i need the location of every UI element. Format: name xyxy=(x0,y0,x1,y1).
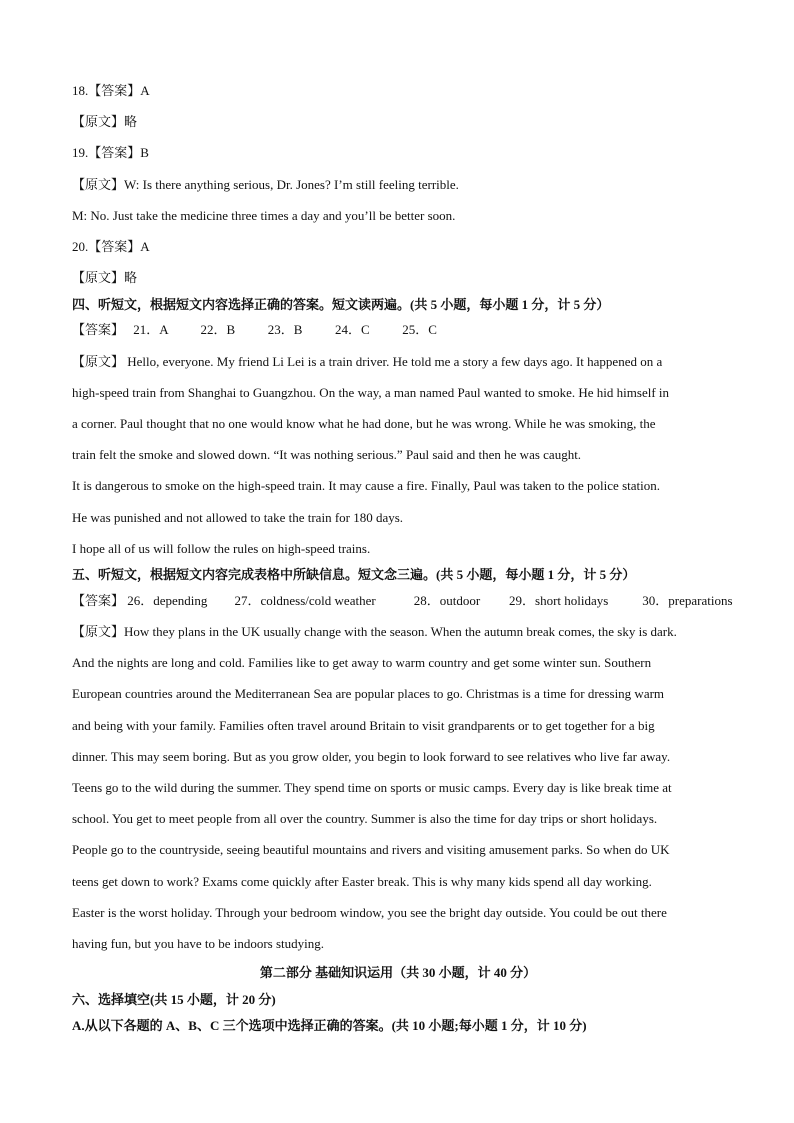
section5-line: And the nights are long and cold. Families like to get away to warm country and get some winter sun. Southern xyxy=(72,655,652,670)
section4-line: 【原文】 Hello, everyone. My friend Li Lei is a train driver. He told me a story a few days ago. It happened on a xyxy=(72,354,663,369)
answer-27: 27．coldness/cold weather xyxy=(234,593,376,608)
q19-original-m: M: No. Just take the medicine three times a day and you’ll be better soon. xyxy=(72,208,456,223)
section4-line: I hope all of us will follow the rules on high-speed trains. xyxy=(72,541,371,556)
section4-answers xyxy=(72,322,437,338)
answer-26: 26．depending xyxy=(127,593,208,608)
section5-answers xyxy=(72,593,733,609)
section5-line: teens get down to work? Exams come quickly after Easter break. This is why many kids spend all day working. xyxy=(72,874,652,889)
section4-line: high-speed train from Shanghai to Guangzhou. On the way, a man named Paul wanted to smoke. He hid himself in xyxy=(72,385,670,400)
section6-heading: 六、选择填空(共 15 小题，计 20 分) xyxy=(72,992,276,1007)
q18-original: 【原文】略 xyxy=(72,114,138,129)
answer-23: 23．B xyxy=(267,322,303,337)
section5-line: Easter is the worst holiday. Through your bedroom window, you see the bright day outside. You could be out there xyxy=(72,905,667,920)
answer-29: 29．short holidays xyxy=(509,593,609,608)
section5-line: having fun, but you have to be indoors studying. xyxy=(72,936,325,951)
answer-28: 28．outdoor xyxy=(413,593,481,608)
answer-24: 24．C xyxy=(335,322,370,337)
q20-answer: 20.【答案】A xyxy=(72,239,150,254)
section4-answer-label: 【答案】 xyxy=(72,322,125,337)
answer-22: 22．B xyxy=(200,322,236,337)
section5-line: People go to the countryside, seeing beautiful mountains and rivers and visiting amusement parks. So when do UK xyxy=(72,842,670,857)
section5-line: European countries around the Mediterranean Sea are popular places to go. Christmas is a time for dressing warm xyxy=(72,686,665,701)
section4-line: He was punished and not allowed to take the train for 180 days. xyxy=(72,510,404,525)
answer-30: 30．preparations xyxy=(642,593,733,608)
q19-original-w: 【原文】W: Is there anything serious, Dr. Jones? I’m still feeling terrible. xyxy=(72,177,459,192)
section5-line: Teens go to the wild during the summer. They spend time on sports or music camps. Every day is like break time at xyxy=(72,780,672,795)
section5-line: school. You get to meet people from all over the country. Summer is also the time for day trips or short holidays. xyxy=(72,811,658,826)
q19-answer: 19.【答案】B xyxy=(72,145,149,160)
section4-line: It is dangerous to smoke on the high-speed train. It may cause a fire. Finally, Paul was taken to the police station. xyxy=(72,478,660,493)
q18-answer: 18.【答案】A xyxy=(72,83,150,98)
section4-heading: 四、听短文，根据短文内容选择正确的答案。短文读两遍。(共 5 小题，每小题 1 分，计 5 分） xyxy=(72,297,610,312)
section5-line: dinner. This may seem boring. But as you grow older, you begin to look forward to see relatives who live far away. xyxy=(72,749,671,764)
part2-title: 第二部分 基础知识运用（共 30 小题，计 40 分） xyxy=(259,965,537,980)
answer-25: 25．C xyxy=(402,322,437,337)
answer-21: 21．A xyxy=(133,322,169,337)
section5-line: 【原文】How they plans in the UK usually change with the season. When the autumn break comes, the sky is dark. xyxy=(72,624,677,639)
section5-answer-label: 【答案】 xyxy=(72,593,125,608)
section5-line: and being with your family. Families often travel around Britain to visit grandparents or to get together for a big xyxy=(72,718,655,733)
section4-line: a corner. Paul thought that no one would know what he had done, but he was wrong. While he was smoking, the xyxy=(72,416,656,431)
section4-line: train felt the smoke and slowed down. “It was nothing serious.” Paul said and then he was caught. xyxy=(72,447,582,462)
q20-original: 【原文】略 xyxy=(72,270,138,285)
section5-heading: 五、听短文，根据短文内容完成表格中所缺信息。短文念三遍。(共 5 小题，每小题 1 分，计 5 分） xyxy=(72,567,636,582)
section6a-heading: A.从以下各题的 A、B、C 三个选项中选择正确的答案。(共 10 小题;每小题 1 分，计 10 分) xyxy=(72,1018,587,1033)
